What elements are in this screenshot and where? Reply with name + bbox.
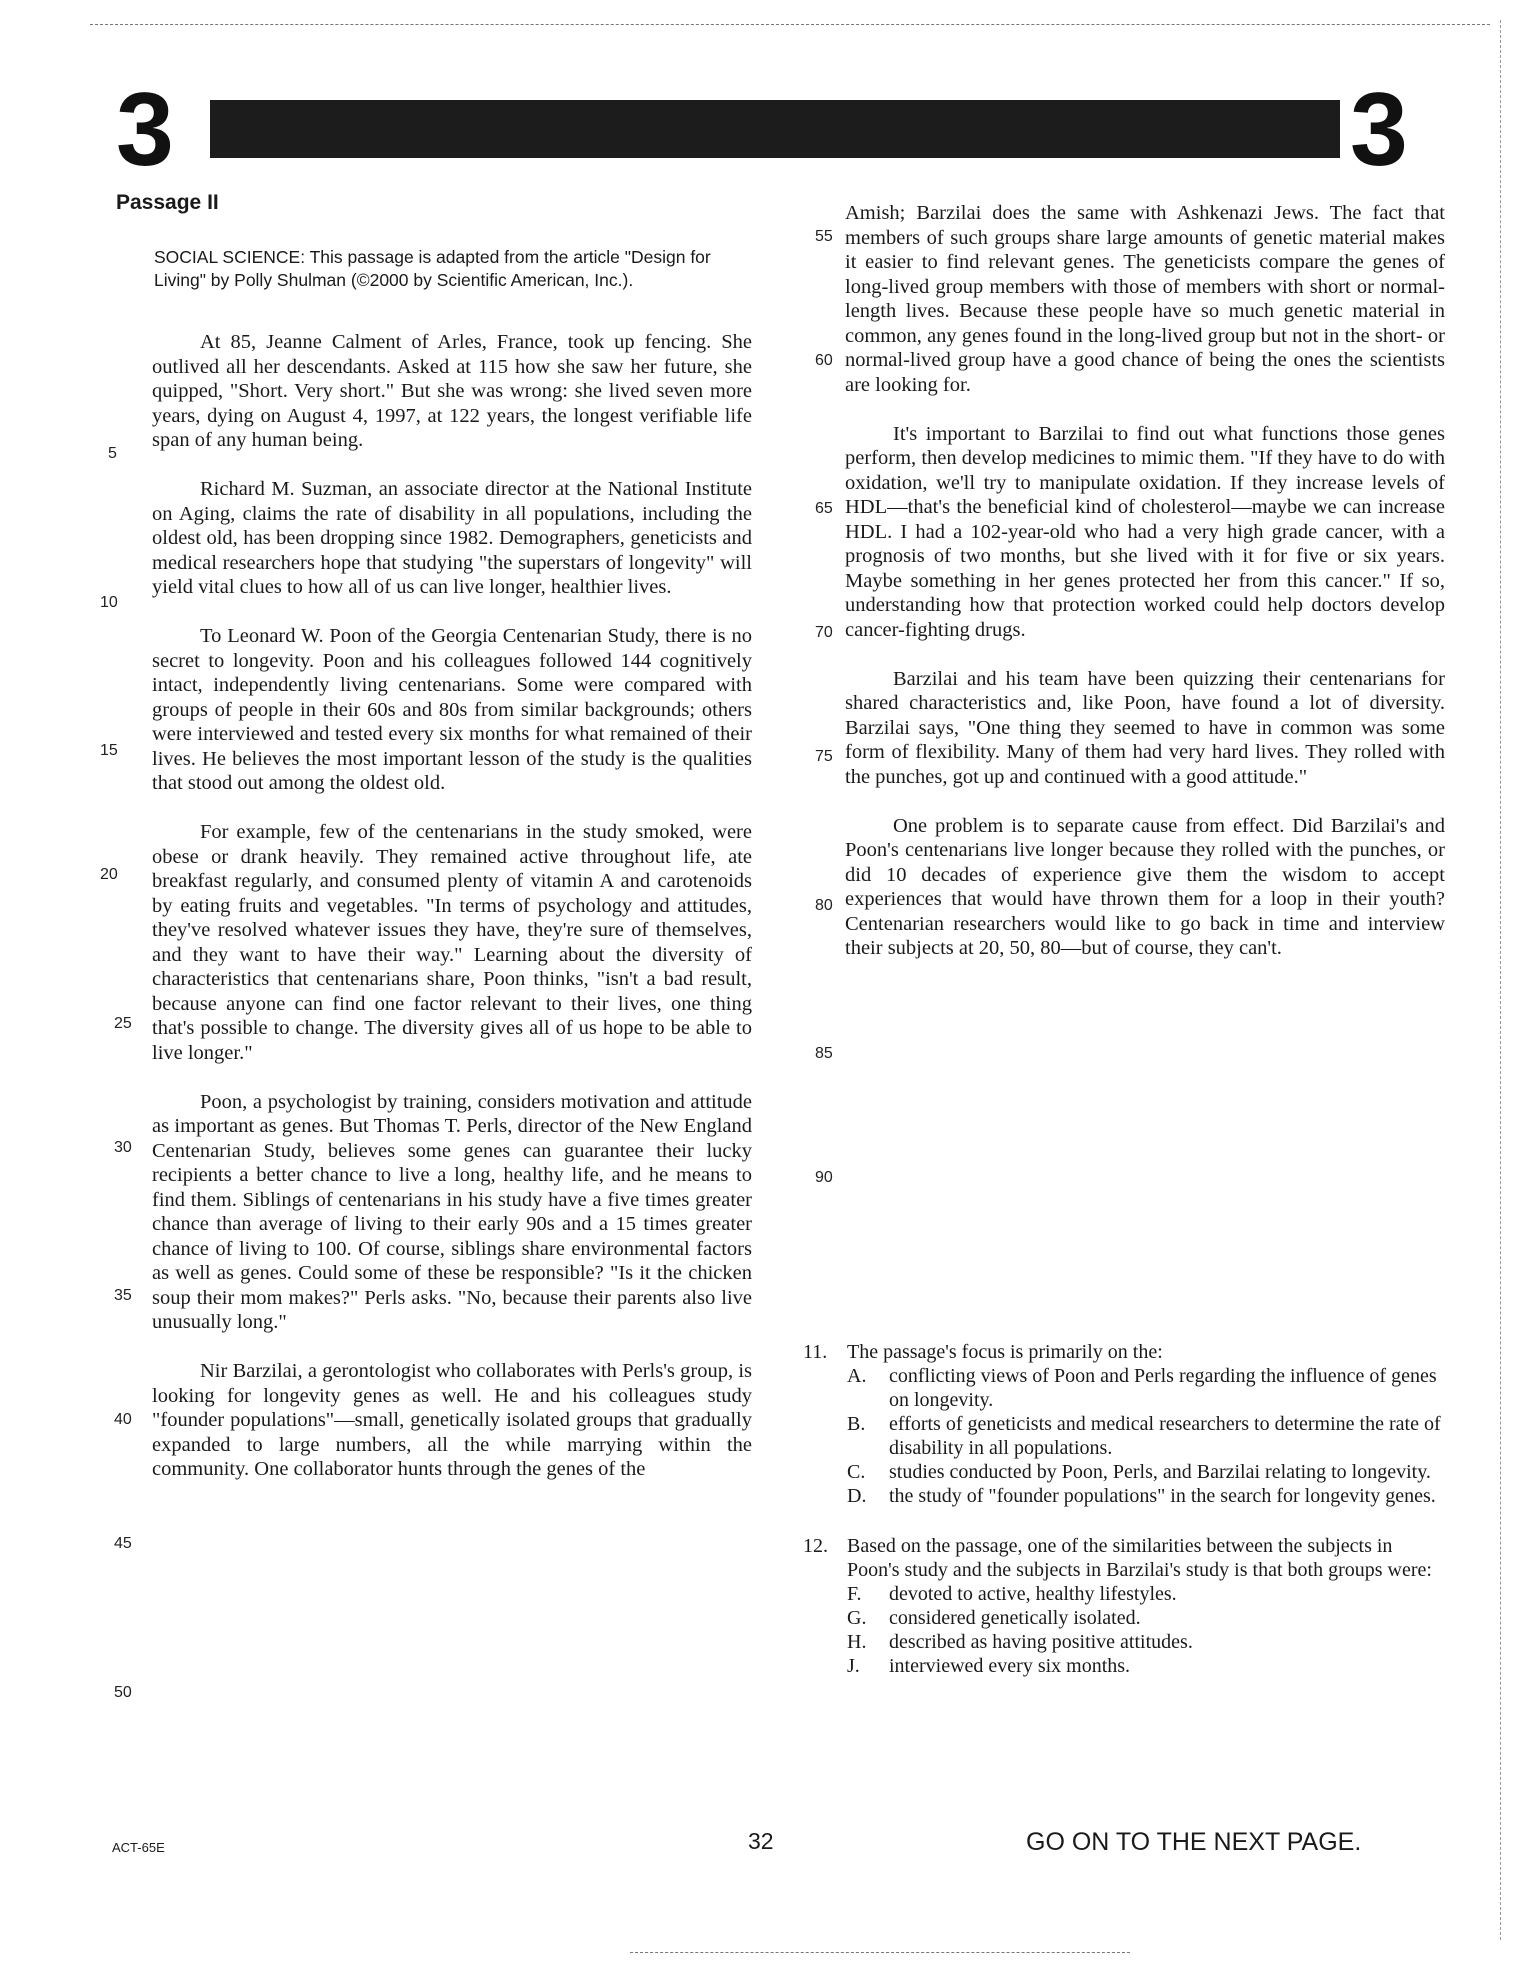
option-letter: B. (847, 1413, 866, 1435)
line-number: 70 (815, 624, 833, 641)
passage-intro: SOCIAL SCIENCE: This passage is adapted from the article "Design for Living" by Polly Shulman (©2000 by Scientific American, Inc.). (154, 247, 711, 290)
line-number: 55 (815, 228, 833, 245)
passage-column-left (152, 330, 752, 1506)
passage-paragraph: At 85, Jeanne Calment of Arles, France, took up fencing. She outlived all her descendants. Asked at 115 how she saw her future, she quipped, "Short. Very short." But she was wrong: she lived seven more years, dying on August 4, 1997, at 122 years, the longest verifiable life span of any human being. (152, 331, 752, 451)
answer-option-j[interactable] (847, 1654, 1443, 1678)
passage-paragraph: Amish; Barzilai does the same with Ashkenazi Jews. The fact that members of such groups share large amounts of genetic material makes it easier to find relevant genes. The geneticists compare the genes of long-lived group members with those of members with short or normal-length lives. Because these people have so much genetic material in common, any genes found in the long-lived group but not in the short- or normal-lived group have a good chance of being the ones the scientists are looking for. (845, 202, 1445, 396)
question-stem: The passage's focus is primarily on the: (847, 1341, 1163, 1363)
passage-label: Passage II (116, 191, 219, 214)
section-number-right: 3 (1350, 72, 1408, 188)
passage-paragraph: Poon, a psychologist by training, considers motivation and attitude as important as genes. But Thomas T. Perls, director of the New England Centenarian Study, believes some genes can guarantee their lucky recipients a better chance to live a long, healthy life, and he means to find them. Siblings of centenarians in his study have a five times greater chance than average of living to their early 90s and a 15 times greater chance of living to 100. Of course, siblings share environmental factors as well as genes. Could some of these be responsible? "Is it the chicken soup their mom makes?" Perls asks. "No, because their parents also live unusually long." (152, 1090, 752, 1333)
option-text: interviewed every six months. (889, 1655, 1131, 1677)
answer-option-d[interactable] (847, 1484, 1443, 1508)
line-number: 5 (108, 445, 117, 462)
line-number: 35 (114, 1287, 132, 1304)
answer-option-c[interactable] (847, 1460, 1443, 1484)
line-number: 40 (114, 1411, 132, 1428)
section-number-left: 3 (116, 72, 174, 188)
line-number: 15 (100, 742, 118, 759)
line-number: 25 (114, 1015, 132, 1032)
line-number: 85 (815, 1045, 833, 1062)
go-on-notice: GO ON TO THE NEXT PAGE. (1026, 1828, 1362, 1856)
answer-option-g[interactable] (847, 1606, 1443, 1630)
question-number: 12. (803, 1535, 828, 1557)
question-stem: Based on the passage, one of the similarities between the subjects in Poon's study and the subjects in Barzilai's study is that both groups were: (847, 1535, 1432, 1581)
answer-option-a[interactable] (847, 1364, 1443, 1412)
passage-column-right (845, 201, 1445, 985)
passage-paragraph: For example, few of the centenarians in the study smoked, were obese or drank heavily. They remained active throughout life, ate breakfast regularly, and consumed plenty of vitamin A and carotenoids by eating fruits and vegetables. "In terms of psychology and attitudes, they've resolved whatever issues they have, they're sure of themselves, and they want to have their way." Learning about the diversity of characteristics that centenarians share, Poon thinks, "isn't a bad result, because anyone can find one factor relevant to their lives, one thing that's possible to change. The diversity gives all of us hope to be able to live longer." (152, 821, 752, 1064)
questions-section (803, 1340, 1443, 1704)
passage-paragraph: It's important to Barzilai to find out what functions those genes perform, then develop medicines to mimic them. "If they have to do with oxidation, we'll try to manipulate oxidation. If they increase levels of HDL—that's the beneficial kind of cholesterol—maybe we can increase HDL. I had a 102-year-old who had a very high grade cancer, with a prognosis of two months, but she lived with it for five or six years. Maybe something in her genes protected her from this cancer." If so, understanding how that protection worked could help doctors develop cancer-fighting drugs. (845, 422, 1445, 641)
option-letter: J. (847, 1655, 860, 1677)
line-number: 45 (114, 1535, 132, 1552)
scan-artifact-line (630, 1952, 1130, 1953)
option-letter: F. (847, 1583, 862, 1605)
option-text: studies conducted by Poon, Perls, and Barzilai relating to longevity. (889, 1461, 1431, 1483)
line-number: 65 (815, 500, 833, 517)
answer-option-f[interactable] (847, 1582, 1443, 1606)
line-number: 80 (815, 897, 833, 914)
line-number: 60 (815, 352, 833, 369)
question-11 (803, 1340, 1443, 1508)
option-text: conflicting views of Poon and Perls regarding the influence of genes on longevity. (889, 1365, 1437, 1411)
line-number: 30 (114, 1139, 132, 1156)
line-number: 75 (815, 748, 833, 765)
option-text: considered genetically isolated. (889, 1607, 1141, 1629)
scan-artifact-line (90, 24, 1490, 25)
option-text: the study of "founder populations" in the search for longevity genes. (889, 1485, 1436, 1507)
line-number: 20 (100, 866, 118, 883)
page-number: 32 (748, 1828, 774, 1854)
scan-page-edge (1500, 20, 1501, 1940)
question-number: 11. (803, 1341, 828, 1363)
option-letter: C. (847, 1461, 866, 1483)
passage-paragraph: Richard M. Suzman, an associate director at the National Institute on Aging, claims the rate of disability in all populations, including the oldest old, has been dropping since 1982. Demographers, geneticists and medical researchers hope that studying "the superstars of longevity" will yield vital clues to how all of us can live longer, healthier lives. (152, 478, 752, 598)
option-letter: H. (847, 1631, 867, 1653)
passage-paragraph: Barzilai and his team have been quizzing their centenarians for shared characteristics and, like Poon, have found a lot of diversity. Barzilai says, "One thing they seemed to have in common was some form of flexibility. Many of them had very hard lives. They rolled with the punches, got up and continued with a good attitude." (845, 667, 1445, 788)
passage-paragraph: One problem is to separate cause from effect. Did Barzilai's and Poon's centenarians live longer because they rolled with the punches, or did 10 decades of experience give them the wisdom to accept experiences that would have thrown them for a loop in their youth? Centenarian researchers would like to go back in time and interview their subjects at 20, 50, 80—but of course, they can't. (845, 814, 1445, 959)
option-text: devoted to active, healthy lifestyles. (889, 1583, 1177, 1605)
option-letter: A. (847, 1365, 867, 1387)
line-number: 10 (100, 594, 118, 611)
line-number: 50 (114, 1684, 132, 1701)
question-12 (803, 1534, 1443, 1678)
option-text: efforts of geneticists and medical researchers to determine the rate of disability in all populations. (889, 1413, 1441, 1459)
form-code: ACT-65E (112, 1840, 165, 1855)
option-letter: G. (847, 1607, 867, 1629)
answer-option-h[interactable] (847, 1630, 1443, 1654)
option-text: described as having positive attitudes. (889, 1631, 1193, 1653)
option-letter: D. (847, 1485, 867, 1507)
section-header-bar (210, 100, 1340, 158)
passage-paragraph: Nir Barzilai, a gerontologist who collaborates with Perls's group, is looking for longevity genes as well. He and his colleagues study "founder populations"—small, genetically isolated groups that gradually expanded to large numbers, all the while marrying within the community. One collaborator hunts through the genes of the (152, 1360, 752, 1480)
answer-option-b[interactable] (847, 1412, 1443, 1460)
line-number: 90 (815, 1169, 833, 1186)
passage-paragraph: To Leonard W. Poon of the Georgia Centenarian Study, there is no secret to longevity. Poon and his colleagues followed 144 cognitively intact, independently living centenarians. Some were compared with groups of people in their 60s and 80s from similar backgrounds; others were interviewed and tested every six months for what remained of their lives. He believes the most important lesson of the study is the qualities that stood out among the oldest old. (152, 625, 752, 794)
